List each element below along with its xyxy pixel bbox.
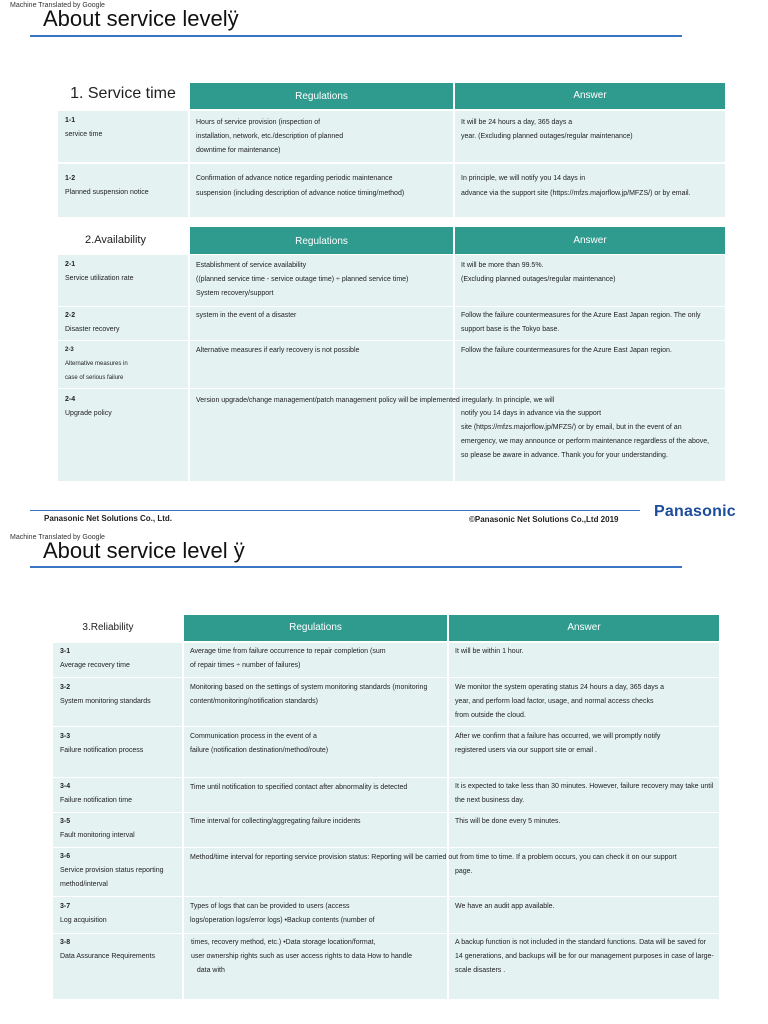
row-name: Average recovery time bbox=[60, 662, 130, 669]
row-2-1-answer-cell bbox=[455, 255, 725, 306]
row-3-4-answer-cell bbox=[449, 778, 719, 812]
row-name: Log acquisition bbox=[60, 917, 107, 924]
row-name: case of serious failure bbox=[65, 375, 124, 381]
row-2-3-regulation-cell bbox=[190, 341, 453, 388]
row-1-1-name-cell bbox=[58, 111, 188, 138]
row-name: Planned suspension notice bbox=[65, 189, 149, 196]
footer-company: Panasonic Net Solutions Co., Ltd. bbox=[44, 514, 173, 523]
row-1-2-name-cell bbox=[58, 164, 188, 217]
section3-header-answer: Answer bbox=[449, 615, 719, 641]
row-id: 1-2 bbox=[65, 175, 76, 182]
row-3-3-answer-cell bbox=[449, 727, 719, 777]
row-name: Failure notification time bbox=[60, 797, 132, 804]
row-1-1-regulation-cell bbox=[190, 111, 453, 154]
answer-line: the next business day. bbox=[455, 797, 525, 804]
section1-header-regulations: Regulations bbox=[190, 83, 453, 109]
row-name: Service utilization rate bbox=[65, 275, 134, 282]
answer-line: support base is the Tokyo base. bbox=[461, 326, 560, 333]
row-id: 3-4 bbox=[60, 783, 71, 790]
row-id: 3-8 bbox=[60, 939, 71, 946]
row-3-8-answer-cell bbox=[449, 934, 719, 999]
answer-line: site (https://mfzs.majorflow.jp/MFZS/) or by email, but in the event of an bbox=[461, 424, 682, 431]
regulation-line: Time interval for collecting/aggregating failure incidents bbox=[190, 818, 361, 825]
row-3-1-name-cell bbox=[53, 643, 182, 677]
page1-title-rule bbox=[30, 35, 682, 37]
row-3-2-answer-cell bbox=[449, 678, 719, 726]
regulation-line: ((planned service time - service outage time) ÷ planned service time) bbox=[196, 276, 409, 283]
row-id: 2-2 bbox=[65, 312, 76, 319]
answer-line: Follow the failure countermeasures for the Azure East Japan region. The only bbox=[461, 312, 701, 319]
row-3-3-regulation-cell bbox=[184, 727, 447, 777]
answer-line: It will be more than 99.5%. bbox=[461, 262, 544, 269]
row-3-4-regulation-cell bbox=[184, 778, 447, 812]
page2-title-rule bbox=[30, 566, 682, 568]
row-id: 2-3 bbox=[65, 347, 74, 353]
row-2-1-name-cell bbox=[58, 255, 188, 306]
answer-line: advance via the support site (https://mfzs.majorflow.jp/MFZS/) or by email. bbox=[461, 190, 691, 197]
row-id: 2-1 bbox=[65, 261, 76, 268]
machine-translated-label-1: Machine Translated by Google bbox=[10, 2, 105, 9]
answer-line: In principle, we will notify you 14 days in bbox=[461, 175, 586, 182]
row-3-3-name-cell bbox=[53, 727, 182, 777]
row-id: 1-1 bbox=[65, 117, 76, 124]
regulation-line: Alternative measures if early recovery is not possible bbox=[196, 347, 360, 354]
section3-header-regulations: Regulations bbox=[184, 615, 447, 641]
row-name: Service provision status reporting bbox=[60, 867, 164, 874]
answer-line: It is expected to take less than 30 minutes. However, failure recovery may take until bbox=[455, 783, 714, 790]
answer-line: from outside the cloud. bbox=[455, 712, 526, 719]
row-3-1-answer-cell bbox=[449, 643, 719, 677]
regulation-line: content/monitoring/notification standards) bbox=[190, 698, 319, 705]
row-3-5-regulation-cell bbox=[184, 813, 447, 847]
answer-line: It will be within 1 hour. bbox=[455, 648, 524, 655]
answer-line: so please be aware in advance. Thank you for your understanding. bbox=[461, 452, 668, 459]
machine-translated-label-2: Machine Translated by Google bbox=[10, 534, 105, 541]
regulation-line: user ownership rights such as user access rights to data How to handle bbox=[191, 953, 413, 960]
row-1-1-answer-cell bbox=[455, 111, 725, 138]
row-3-2-regulation-cell bbox=[184, 678, 447, 726]
answer-line: emergency, we may announce or perform maintenance regardless of the above, bbox=[461, 438, 710, 445]
regulation-line: downtime for maintenance) bbox=[196, 147, 281, 154]
row-3-7-name-cell bbox=[53, 897, 182, 933]
row-3-5-name-cell bbox=[53, 813, 182, 847]
row-3-7-regulation-cell bbox=[184, 897, 447, 933]
row-3-8-name-cell bbox=[53, 934, 182, 999]
row-1-2-regulation-cell bbox=[190, 164, 453, 217]
row-id: 3-1 bbox=[60, 648, 71, 655]
row-id: 2-4 bbox=[65, 396, 76, 403]
row-name: method/interval bbox=[60, 881, 108, 888]
answer-line: It will be 24 hours a day, 365 days a bbox=[461, 119, 573, 126]
answer-line: year. (Excluding planned outages/regular maintenance) bbox=[461, 133, 633, 140]
row-2-3-answer-cell bbox=[455, 341, 725, 388]
footer-copyright: ©Panasonic Net Solutions Co.,Ltd 2019 bbox=[469, 515, 619, 524]
row-id: 3-3 bbox=[60, 733, 71, 740]
regulation-line: System recovery/support bbox=[196, 290, 274, 297]
row-name: Alternative measures in bbox=[65, 361, 128, 367]
answer-line: Follow the failure countermeasures for the Azure East Japan region. bbox=[461, 347, 672, 354]
row-2-1-regulation-cell bbox=[190, 255, 453, 306]
row-2-4-regulation-text: Version upgrade/change management/patch management policy will be implemented irregularly. In principle, we will bbox=[196, 397, 555, 404]
answer-line: year, and perform load factor, usage, and normal access checks bbox=[455, 698, 654, 705]
row-id: 3-7 bbox=[60, 903, 71, 910]
answer-line: page. bbox=[455, 868, 473, 875]
row-3-4-name-cell bbox=[53, 778, 182, 812]
row-name: System monitoring standards bbox=[60, 698, 151, 705]
regulation-line: Communication process in the event of a bbox=[190, 733, 317, 740]
regulation-line: of repair times ÷ number of failures) bbox=[190, 662, 301, 669]
regulation-line: logs/operation logs/error logs) •Backup contents (number of bbox=[190, 917, 375, 924]
regulation-line: Time until notification to specified contact after abnormality is detected bbox=[190, 784, 408, 791]
regulation-line: times, recovery method, etc.) •Data storage location/format, bbox=[191, 939, 376, 946]
regulation-line: Monitoring based on the settings of system monitoring standards (monitoring bbox=[190, 684, 428, 691]
section1-header-answer: Answer bbox=[455, 83, 725, 109]
section2-header-answer: Answer bbox=[455, 227, 725, 254]
regulation-line: system in the event of a disaster bbox=[196, 312, 297, 319]
row-name: service time bbox=[65, 131, 103, 138]
row-name: Fault monitoring interval bbox=[60, 832, 135, 839]
regulation-line: suspension (including description of advance notice timing/method) bbox=[196, 190, 405, 197]
page2-title: About service level ÿ bbox=[43, 538, 245, 563]
regulation-line: installation, network, etc./description of planned bbox=[196, 133, 344, 140]
row-3-5-answer-cell bbox=[449, 813, 719, 847]
regulation-line: Confirmation of advance notice regarding periodic maintenance bbox=[196, 175, 393, 182]
row-name: Disaster recovery bbox=[65, 326, 120, 333]
answer-line: A backup function is not included in the standard functions. Data will be saved for bbox=[455, 939, 706, 946]
section2-label: 2.Availability bbox=[58, 234, 173, 246]
section1-label: 1. Service time bbox=[58, 85, 188, 103]
row-2-2-name-cell bbox=[58, 307, 188, 340]
regulation-line: failure (notification destination/method/route) bbox=[190, 747, 329, 754]
row-2-2-regulation-cell bbox=[190, 307, 453, 340]
row-name: Data Assurance Requirements bbox=[60, 953, 155, 960]
answer-line: (Excluding planned outages/regular maintenance) bbox=[461, 276, 616, 283]
row-1-2-answer-cell bbox=[455, 164, 725, 217]
row-3-6-name-cell bbox=[53, 848, 182, 896]
answer-line: After we confirm that a failure has occurred, we will promptly notify bbox=[455, 733, 661, 740]
answer-line: This will be done every 5 minutes. bbox=[455, 818, 561, 825]
answer-line: We have an audit app available. bbox=[455, 903, 555, 910]
regulation-line: data with bbox=[191, 967, 225, 974]
answer-line: We monitor the system operating status 24 hours a day, 365 days a bbox=[455, 684, 665, 691]
regulation-line: Average time from failure occurrence to repair completion (sum bbox=[190, 648, 386, 655]
section2-header-regulations: Regulations bbox=[190, 227, 453, 254]
regulation-line: Types of logs that can be provided to users (access bbox=[190, 903, 350, 910]
row-id: 3-6 bbox=[60, 853, 71, 860]
row-3-2-name-cell bbox=[53, 678, 182, 726]
row-id: 3-2 bbox=[60, 684, 71, 691]
answer-line: registered users via our support site or email . bbox=[455, 747, 598, 754]
regulation-line: Hours of service provision (inspection of bbox=[196, 119, 321, 126]
regulation-line: Establishment of service availability bbox=[196, 262, 307, 269]
answer-line: scale disasters . bbox=[455, 967, 506, 974]
row-2-4-name-cell bbox=[58, 389, 188, 481]
row-2-2-answer-cell bbox=[455, 307, 725, 340]
row-name: Failure notification process bbox=[60, 747, 144, 754]
panasonic-logo: Panasonic bbox=[654, 503, 736, 520]
answer-line: 14 generations, and backups will be for our management purposes in case of large- bbox=[455, 953, 714, 960]
row-3-8-regulation-cell bbox=[184, 934, 447, 999]
answer-line: notify you 14 days in advance via the support bbox=[461, 410, 602, 417]
page1-title: About service levelÿ bbox=[43, 6, 239, 31]
row-3-7-answer-cell bbox=[449, 897, 719, 933]
row-name: Upgrade policy bbox=[65, 410, 112, 417]
row-3-1-regulation-cell bbox=[184, 643, 447, 677]
section3-label: 3.Reliability bbox=[53, 622, 163, 633]
footer-rule bbox=[30, 510, 640, 511]
row-id: 3-5 bbox=[60, 818, 71, 825]
row-2-3-name-cell bbox=[58, 341, 188, 388]
row-3-6-regulation-text: Method/time interval for reporting service provision status: Reporting will be carried out from time to time. If a problem occurs, you can check it on our support bbox=[190, 854, 677, 861]
